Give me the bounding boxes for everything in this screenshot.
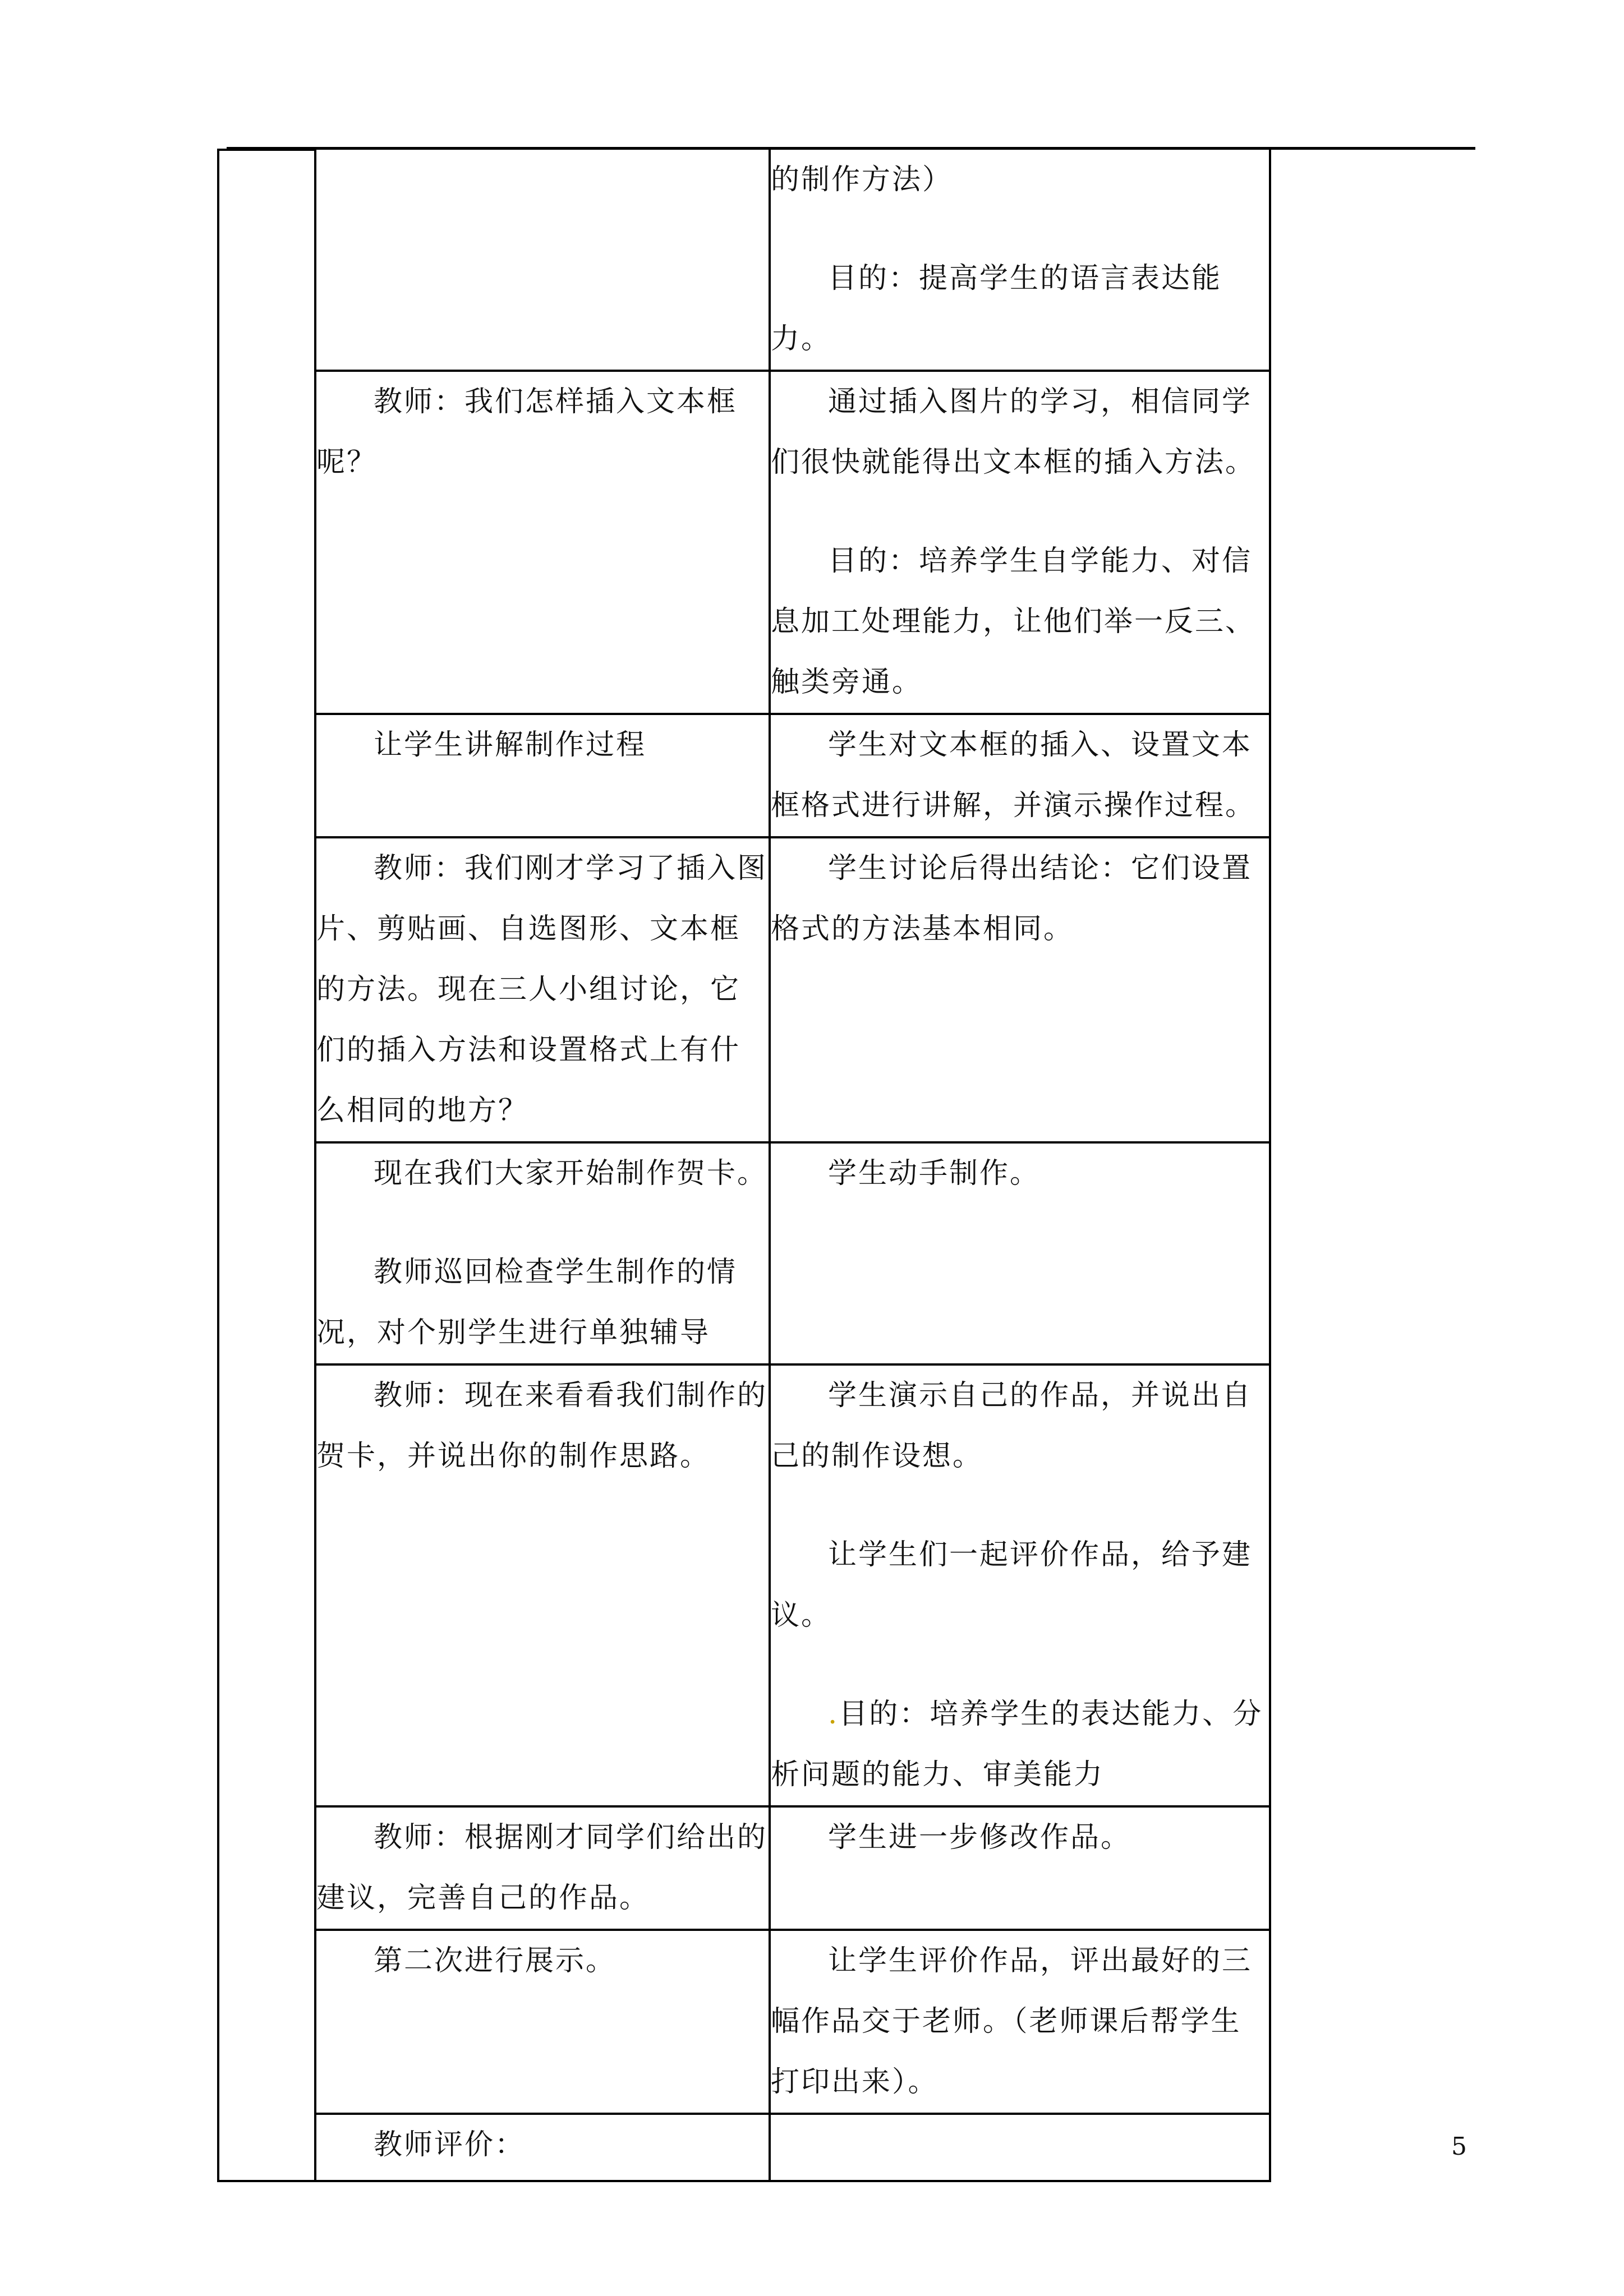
paragraph-text: 学生讨论后得出结论：它们设置格式的方法基本相同。 bbox=[771, 852, 1253, 946]
paragraph bbox=[316, 1144, 769, 1204]
paragraph-text: 让学生们一起评价作品，给予建议。 bbox=[771, 1538, 1253, 1632]
teacher-activity-cell bbox=[315, 371, 770, 714]
paragraph-text: 学生演示自己的作品，并说出自己的制作设想。 bbox=[771, 1379, 1253, 1473]
teacher-activity-cell bbox=[315, 837, 770, 1142]
student-activity-cell bbox=[770, 371, 1270, 714]
paragraph-text: 教师评价： bbox=[374, 2128, 526, 2161]
stage-cell bbox=[218, 837, 315, 1142]
paragraph-text: 通过插入图片的学习，相信同学们很快就能得出文本框的插入方法。 bbox=[771, 385, 1256, 479]
paragraph-text: 学生对文本框的插入、设置文本框格式进行讲解，并演示操作过程。 bbox=[771, 729, 1256, 822]
student-activity-cell bbox=[770, 1930, 1270, 2114]
paragraph-text: 让学生讲解制作过程 bbox=[374, 729, 647, 762]
stage-cell bbox=[218, 1142, 315, 1364]
stage-cell bbox=[218, 1930, 315, 2114]
table-row bbox=[218, 150, 1270, 371]
teacher-activity-cell bbox=[315, 1930, 770, 2114]
paragraph bbox=[771, 1808, 1269, 1868]
paragraph bbox=[316, 1366, 769, 1487]
paragraph bbox=[316, 715, 769, 776]
student-activity-cell bbox=[770, 150, 1270, 371]
student-activity-cell bbox=[770, 1806, 1270, 1930]
paragraph-text: 的制作方法） bbox=[771, 163, 953, 196]
paragraph bbox=[316, 1242, 769, 1363]
table-row bbox=[218, 837, 1270, 1142]
teacher-activity-cell bbox=[315, 714, 770, 837]
paragraph bbox=[771, 531, 1269, 713]
paragraph-text: 目的：培养学生的表达能力、分析问题的能力、审美能力 bbox=[771, 1698, 1263, 1791]
stage-cell bbox=[218, 2114, 315, 2181]
lesson-rows bbox=[218, 150, 1270, 2181]
paragraph bbox=[316, 1931, 769, 1991]
paragraph-text: 学生进一步修改作品。 bbox=[828, 1821, 1131, 1854]
paragraph-text: 第二次进行展示。 bbox=[374, 1944, 617, 1977]
table-row bbox=[218, 1806, 1270, 1930]
paragraph bbox=[771, 1144, 1269, 1204]
teacher-activity-cell bbox=[315, 1806, 770, 1930]
stage-cell bbox=[218, 1806, 315, 1930]
paragraph bbox=[771, 248, 1269, 370]
paragraph bbox=[316, 1808, 769, 1929]
paragraph bbox=[771, 1525, 1269, 1646]
paragraph-text: 教师：我们刚才学习了插入图片、剪贴画、自选图形、文本框的方法。现在三人小组讨论，它们的插入方法和设置格式上有什么相同的地方？ bbox=[316, 852, 768, 1127]
paragraph bbox=[771, 1931, 1269, 2113]
student-activity-cell bbox=[770, 1364, 1270, 1806]
table-row bbox=[218, 2114, 1270, 2181]
stage-cell bbox=[218, 371, 315, 714]
student-activity-cell bbox=[770, 837, 1270, 1142]
editing-mark: . bbox=[828, 1698, 839, 1731]
table-row bbox=[218, 371, 1270, 714]
teacher-activity-cell bbox=[315, 1364, 770, 1806]
paragraph bbox=[316, 838, 769, 1141]
paragraph bbox=[316, 2115, 769, 2175]
table-row bbox=[218, 1142, 1270, 1364]
page-number: 5 bbox=[1451, 2132, 1467, 2161]
paragraph-text: 学生动手制作。 bbox=[828, 1157, 1041, 1190]
paragraph bbox=[316, 372, 769, 493]
paragraph-text: 教师：我们怎样插入文本框呢？ bbox=[316, 385, 738, 479]
lesson-table bbox=[217, 149, 1271, 2182]
stage-cell bbox=[218, 1364, 315, 1806]
table-row bbox=[218, 1364, 1270, 1806]
paragraph-text: 现在我们大家开始制作贺卡。 bbox=[374, 1157, 768, 1190]
stage-cell bbox=[218, 714, 315, 837]
table-row bbox=[218, 1930, 1270, 2114]
paragraph-text: 目的：提高学生的语言表达能力。 bbox=[771, 262, 1222, 356]
paragraph-text: 教师巡回检查学生制作的情况，对个别学生进行单独辅导 bbox=[316, 1256, 738, 1349]
paragraph-text: 让学生评价作品，评出最好的三幅作品交于老师。（老师课后帮学生打印出来）。 bbox=[771, 1944, 1253, 2099]
paragraph bbox=[771, 715, 1269, 836]
paragraph-text: 目的：培养学生自学能力、对信息加工处理能力，让他们举一反三、触类旁通。 bbox=[771, 545, 1256, 699]
paragraph bbox=[771, 1366, 1269, 1487]
stage-cell bbox=[218, 150, 315, 371]
paragraph-text: 教师：现在来看看我们制作的贺卡，并说出你的制作思路。 bbox=[316, 1379, 768, 1473]
table-row bbox=[218, 714, 1270, 837]
teacher-activity-cell bbox=[315, 1142, 770, 1364]
paragraph-text: 教师：根据刚才同学们给出的建议，完善自己的作品。 bbox=[316, 1821, 768, 1915]
paragraph bbox=[771, 372, 1269, 493]
teacher-activity-cell bbox=[315, 150, 770, 371]
paragraph bbox=[771, 838, 1269, 960]
paragraph bbox=[771, 150, 1269, 210]
student-activity-cell bbox=[770, 2114, 1270, 2181]
teacher-activity-cell bbox=[315, 2114, 770, 2181]
student-activity-cell bbox=[770, 1142, 1270, 1364]
paragraph bbox=[771, 1684, 1269, 1805]
student-activity-cell bbox=[770, 714, 1270, 837]
